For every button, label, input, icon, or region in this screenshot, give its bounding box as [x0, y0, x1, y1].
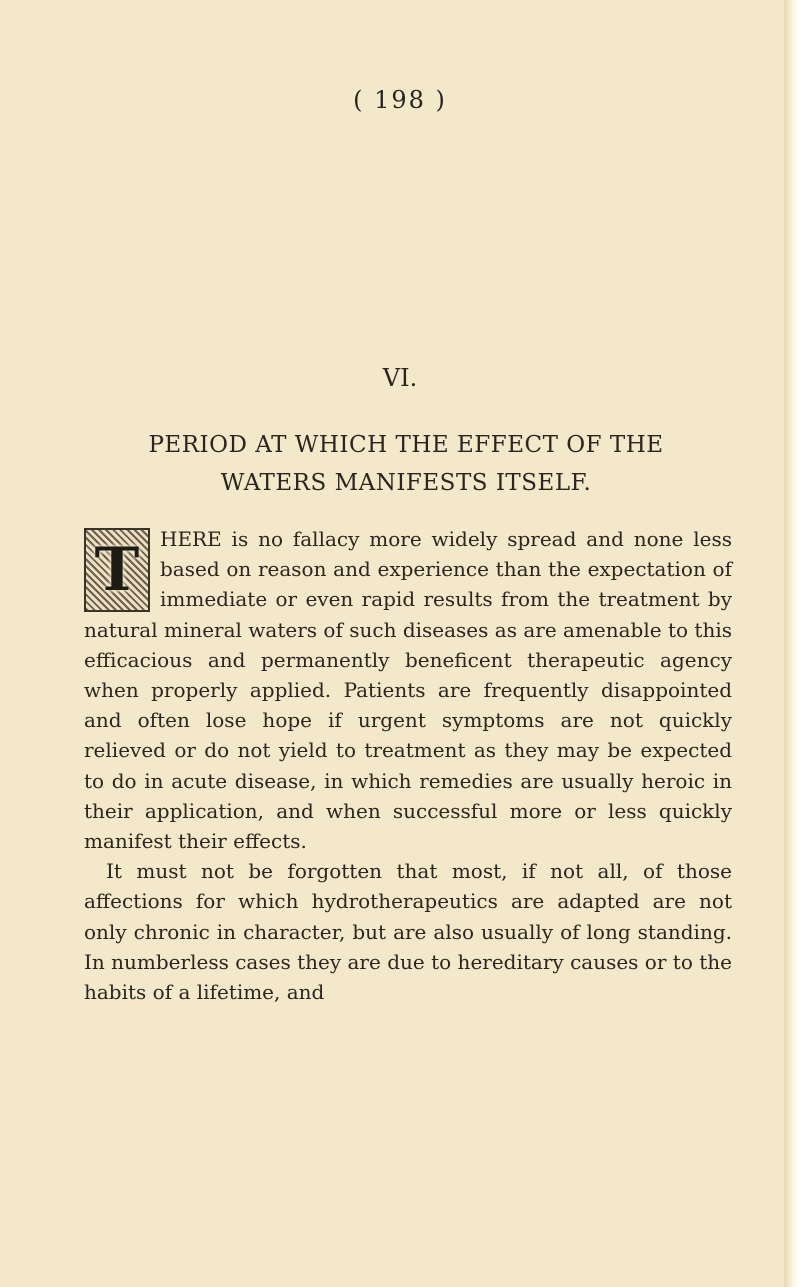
page-number: ( 198 ): [353, 86, 447, 114]
paragraph-1: [84, 524, 732, 856]
chapter-title: PERIOD AT WHICH THE EFFECT OF THE WATERS MANIFESTS ITSELF.: [148, 432, 664, 496]
paragraph-2: It must not be forgotten that most, if not all, of those affections for which hydrotherapeutics are adapted are not only chronic in character, but are also usually of long standing. In numberless cases they are due to hereditary causes or to the habits of a lifetime, and: [84, 859, 732, 1005]
drop-cap-ornament: [84, 528, 150, 612]
paragraph-1-text: HERE is no fallacy more widely spread and none less based on reason and experience than the expectation of immediate or even rapid results from the treatment by natural mineral waters of such diseases as are amenable to this efficacious and permanently beneficent therapeutic agency when properly applied. Patients are frequently disappointed and often lose hope if urgent symptoms are not quickly relieved or do not yield to treatment as they may be expected to do in acute disease, in which remedies are usually heroic in their application, and when successful more or less quickly manifest their effects.: [84, 527, 732, 854]
drop-cap-letter: T: [94, 534, 140, 605]
chapter-number: VI.: [382, 364, 418, 392]
page-edge: [784, 0, 800, 1287]
body-text: [84, 524, 732, 1007]
